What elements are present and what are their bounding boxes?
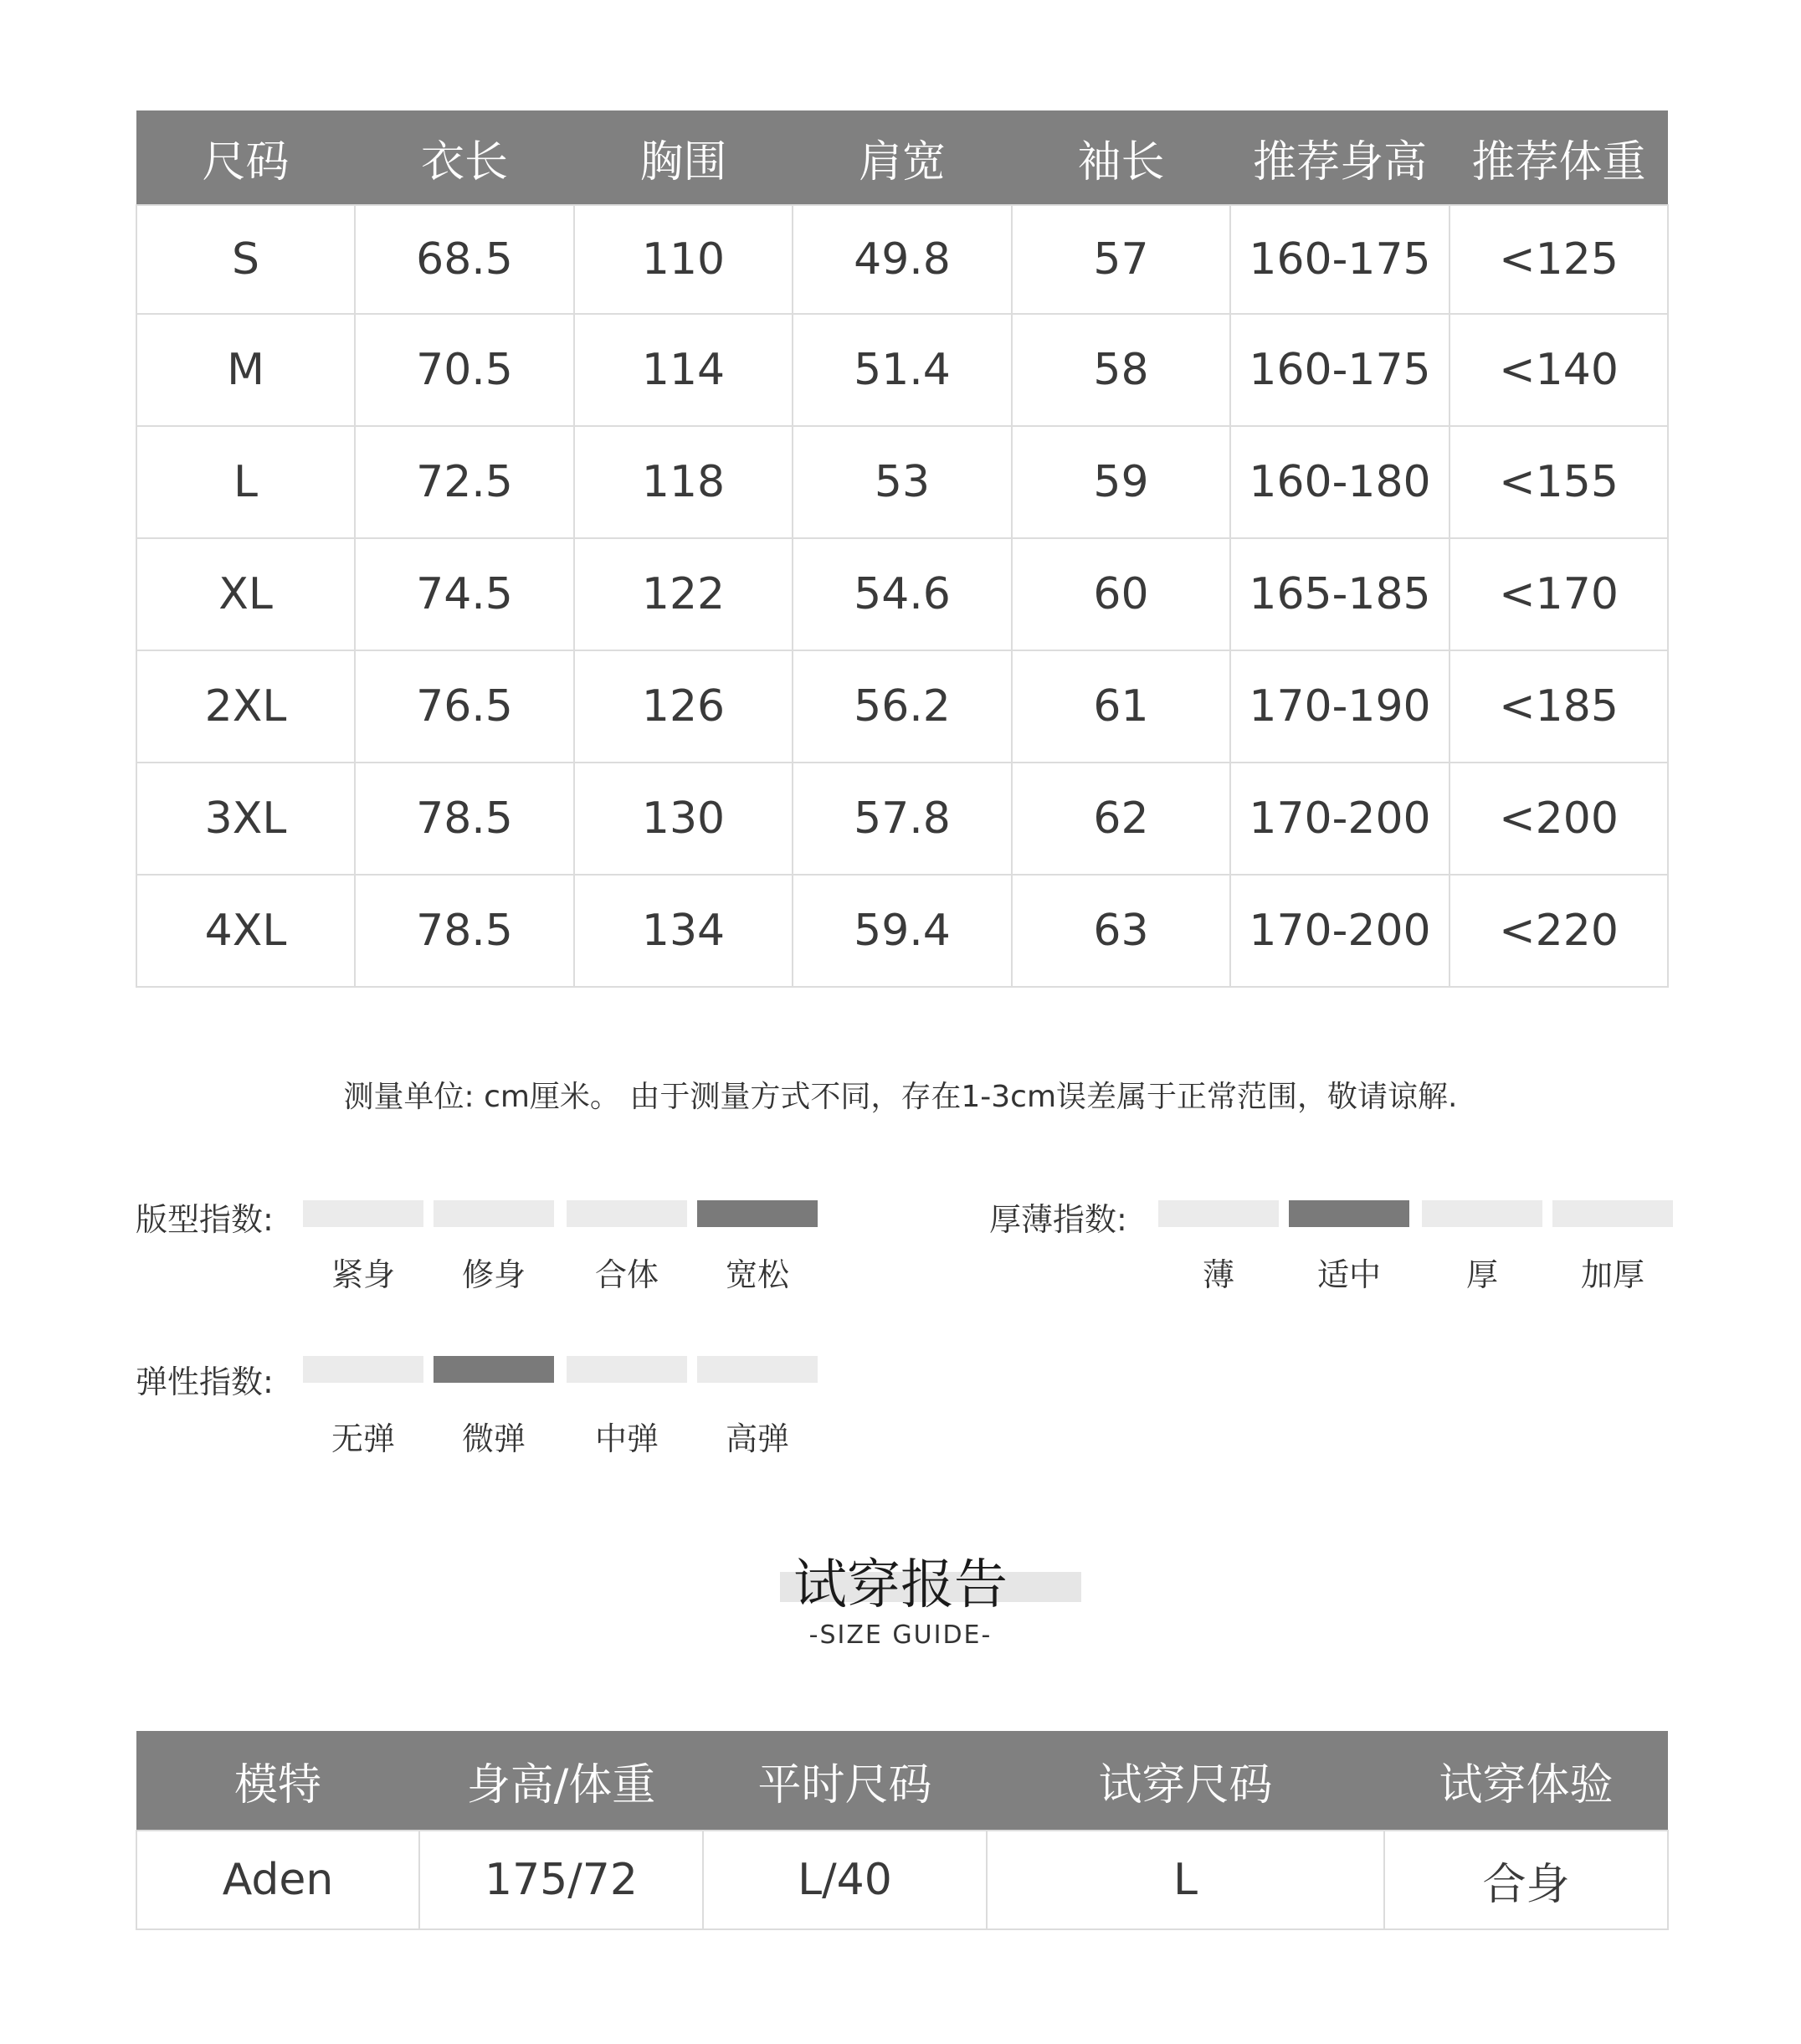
table-cell: <155: [1450, 426, 1668, 538]
table-cell: <125: [1450, 205, 1668, 314]
thickness-index-bar: [1422, 1200, 1542, 1227]
elasticity-option: 高弹: [725, 1420, 789, 1457]
table-cell: 114: [574, 314, 793, 426]
elasticity-index-bar-selected: [434, 1356, 554, 1383]
thickness-index-bar-selected: [1289, 1200, 1409, 1227]
table-cell: XL: [136, 538, 355, 650]
thickness-option: 薄: [1202, 1256, 1234, 1293]
table-cell: M: [136, 314, 355, 426]
table-cell: 76.5: [355, 650, 574, 763]
elasticity-index-bar: [697, 1356, 818, 1383]
table-cell: <185: [1450, 650, 1668, 763]
table-cell: 59: [1012, 426, 1230, 538]
thickness-option: 加厚: [1580, 1256, 1645, 1293]
header-cell: 身高/体重: [419, 1731, 703, 1831]
table-cell: 59.4: [793, 875, 1012, 987]
fit-index-bar-selected: [697, 1200, 818, 1227]
table-cell: 170-190: [1230, 650, 1450, 763]
table-cell: 2XL: [136, 650, 355, 763]
elasticity-index-bar: [303, 1356, 423, 1383]
table-cell: 130: [574, 763, 793, 875]
table-cell: 72.5: [355, 426, 574, 538]
header-cell: 推荐身高: [1230, 110, 1450, 205]
thickness-option: 适中: [1316, 1256, 1381, 1293]
table-row: [136, 763, 1668, 875]
header-cell: 试穿尺码: [987, 1731, 1384, 1831]
thickness-option: 厚: [1465, 1256, 1498, 1293]
table-cell: 54.6: [793, 538, 1012, 650]
header-cell: 平时尺码: [703, 1731, 987, 1831]
table-row: [136, 650, 1668, 763]
table-cell: Aden: [136, 1831, 419, 1929]
report-title: 试穿报告: [793, 1554, 1008, 1616]
table-cell: 合身: [1384, 1831, 1668, 1929]
fit-index-bar: [303, 1200, 423, 1227]
table-cell: 78.5: [355, 875, 574, 987]
table-cell: 51.4: [793, 314, 1012, 426]
table-cell: L: [136, 426, 355, 538]
table-row: [136, 205, 1668, 314]
header-cell: 模特: [136, 1731, 419, 1831]
table-row: [136, 538, 1668, 650]
table-row: [136, 314, 1668, 426]
fit-option: 紧身: [331, 1256, 395, 1293]
size-table-header-row: [136, 110, 1668, 205]
thickness-index-bar: [1158, 1200, 1279, 1227]
fit-option: 修身: [461, 1256, 526, 1293]
table-cell: 160-175: [1230, 205, 1450, 314]
table-cell: 70.5: [355, 314, 574, 426]
table-cell: 134: [574, 875, 793, 987]
thickness-index-bar: [1552, 1200, 1673, 1227]
table-cell: <140: [1450, 314, 1668, 426]
table-cell: 4XL: [136, 875, 355, 987]
fit-index-bar: [567, 1200, 687, 1227]
table-cell: 57: [1012, 205, 1230, 314]
size-chart-table: [136, 110, 1669, 988]
table-row: [136, 426, 1668, 538]
table-row: [136, 1831, 1668, 1929]
header-cell: 胸围: [574, 110, 793, 205]
header-cell: 肩宽: [793, 110, 1012, 205]
table-cell: L: [987, 1831, 1384, 1929]
table-cell: S: [136, 205, 355, 314]
header-cell: 衣长: [355, 110, 574, 205]
table-cell: 110: [574, 205, 793, 314]
table-cell: 78.5: [355, 763, 574, 875]
table-cell: <170: [1450, 538, 1668, 650]
elasticity-index-label: 弹性指数:: [136, 1364, 274, 1400]
table-cell: 68.5: [355, 205, 574, 314]
table-cell: 160-175: [1230, 314, 1450, 426]
fit-option: 合体: [594, 1256, 659, 1293]
table-cell: 3XL: [136, 763, 355, 875]
table-cell: 170-200: [1230, 875, 1450, 987]
header-cell: 尺码: [136, 110, 355, 205]
table-cell: 122: [574, 538, 793, 650]
fit-option: 宽松: [725, 1256, 789, 1293]
header-cell: 袖长: [1012, 110, 1230, 205]
table-cell: 62: [1012, 763, 1230, 875]
table-cell: 57.8: [793, 763, 1012, 875]
elasticity-index-bar: [567, 1356, 687, 1383]
table-cell: <200: [1450, 763, 1668, 875]
table-cell: 175/72: [419, 1831, 703, 1929]
table-cell: 126: [574, 650, 793, 763]
table-cell: 61: [1012, 650, 1230, 763]
header-cell: 推荐体重: [1450, 110, 1668, 205]
header-cell: 试穿体验: [1384, 1731, 1668, 1831]
table-cell: 118: [574, 426, 793, 538]
table-cell: 58: [1012, 314, 1230, 426]
table-cell: 63: [1012, 875, 1230, 987]
measurement-note: 测量单位: cm厘米。 由于测量方式不同，存在1-3cm误差属于正常范围，敬请谅解.: [343, 1080, 1458, 1114]
elasticity-option: 无弹: [331, 1420, 395, 1457]
report-header-row: [136, 1731, 1668, 1831]
elasticity-option: 中弹: [594, 1420, 659, 1457]
report-subtitle: -SIZE GUIDE-: [808, 1620, 993, 1650]
fit-index-label: 版型指数:: [136, 1201, 274, 1238]
table-cell: 165-185: [1230, 538, 1450, 650]
try-on-report-table: [136, 1731, 1669, 1930]
table-cell: 56.2: [793, 650, 1012, 763]
table-cell: 60: [1012, 538, 1230, 650]
table-cell: 49.8: [793, 205, 1012, 314]
table-cell: 53: [793, 426, 1012, 538]
table-cell: <220: [1450, 875, 1668, 987]
table-cell: 160-180: [1230, 426, 1450, 538]
table-cell: 170-200: [1230, 763, 1450, 875]
table-row: [136, 875, 1668, 987]
elasticity-option: 微弹: [461, 1420, 526, 1457]
thickness-index-label: 厚薄指数:: [989, 1201, 1127, 1238]
table-cell: L/40: [703, 1831, 987, 1929]
fit-index-bar: [434, 1200, 554, 1227]
table-cell: 74.5: [355, 538, 574, 650]
